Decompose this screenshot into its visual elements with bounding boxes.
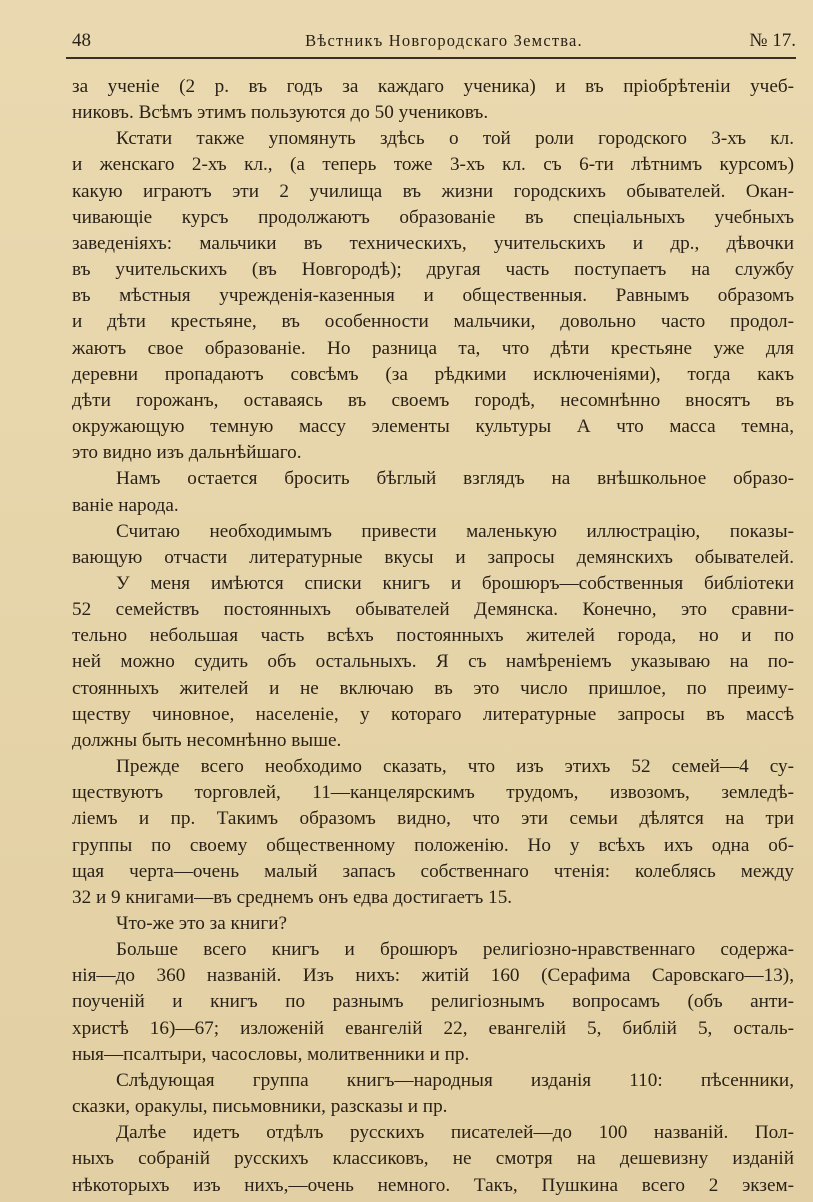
text-line: деревни пропадаютъ совсѣмъ (за рѣдкими исключеніями), тогда какъ: [72, 363, 794, 385]
text-line: Прежде всего необходимо сказать, что изъ этихъ 52 семей—4 су-: [116, 756, 794, 778]
text-line: чивающіе курсъ продолжаютъ образованіе въ спеціальныхъ учебныхъ: [72, 206, 794, 228]
text-line: Больше всего книгъ и брошюръ религіозно-нравственнаго содержа-: [116, 939, 794, 961]
header-rule: [66, 57, 796, 59]
text-line: въ мѣстныя учрежденія-казенныя и общественныя. Равнымъ образомъ: [72, 285, 794, 307]
text-line: ней можно судить объ остальныхъ. Я съ намѣреніемъ указываю на по-: [72, 651, 794, 673]
text-line: 52 семействъ постоянныхъ обывателей Демянска. Конечно, это сравни-: [72, 599, 794, 621]
text-line: должны быть несомнѣнно выше.: [72, 729, 342, 751]
text-line: Что-же это за книги?: [116, 913, 288, 934]
text-line: это видно изъ дальнѣйшаго.: [72, 442, 302, 464]
text-line: за ученіе (2 р. въ годъ за каждаго ученика) и въ пріобрѣтеніи учеб-: [72, 76, 794, 97]
text-line: нія—до 360 названій. Изъ нихъ: житій 160 (Серафима Саровскаго—13),: [72, 965, 794, 987]
text-line: окружающую темную массу элементы культуры А что масса темна,: [72, 416, 794, 438]
text-line: стоянныхъ жителей и не включаю въ это число пришлое, по преиму-: [72, 677, 794, 699]
text-line: ныя—псалтыри, часословы, молитвенники и пр.: [72, 1043, 470, 1065]
running-header: [72, 26, 796, 56]
text-line: 32 и 9 книгами—въ среднемъ онъ едва достигаетъ 15.: [72, 886, 513, 908]
text-line: и дѣти крестьяне, въ особенности мальчики, довольно часто продол-: [72, 311, 794, 333]
text-line: какую играютъ эти 2 училища въ жизни городскихъ обывателей. Окан-: [72, 180, 794, 202]
body-text: [72, 74, 794, 1199]
text-line: Намъ остается бросить бѣглый взглядъ на внѣшкольное образо-: [116, 468, 794, 490]
text-line: вающую отчасти литературные вкусы и запросы демянскихъ обывателей.: [72, 546, 794, 568]
text-line: Далѣе идетъ отдѣлъ русскихъ писателей—до 100 названій. Пол-: [116, 1122, 794, 1144]
text-line: ліемъ и пр. Такимъ образомъ видно, что эти семьи дѣлятся на три: [72, 808, 794, 830]
text-line: поученій и книгъ по разнымъ религіознымъ вопросамъ (объ анти-: [72, 991, 794, 1013]
text-line: нѣкоторыхъ изъ нихъ,—очень немного. Такъ, Пушкина всего 2 экзем-: [72, 1174, 794, 1196]
text-line: заведеніяхъ: мальчики въ техническихъ, учительскихъ и др., дѣвочки: [72, 232, 794, 254]
text-line: ществу чиновное, населеніе, у котораго литературные запросы въ массѣ: [72, 703, 794, 725]
text-line: ваніе народа.: [72, 494, 179, 516]
text-line: сказки, оракулы, письмовники, разсказы и пр.: [72, 1096, 448, 1118]
text-line: Кстати также упомянуть здѣсь о той роли городского 3-хъ кл.: [116, 128, 794, 150]
issue-number: № 17.: [749, 30, 796, 51]
text-line: У меня имѣются списки книгъ и брошюръ—собственныя библіотеки: [116, 572, 794, 594]
text-line: христѣ 16)—67; изложеній евангелій 22, евангелій 5, библій 5, осталь-: [72, 1017, 794, 1039]
text-line: щая черта—очень малый запасъ собственнаго чтенія: колеблясь между: [72, 860, 794, 882]
text-line: ныхъ собраній русскихъ классиковъ, не смотря на дешевизну изданій: [72, 1148, 794, 1170]
text-line: Слѣдующая группа книгъ—народныя изданія 110: пѣсенники,: [116, 1069, 794, 1091]
text-line: группы по своему общественному положенію. Но у всѣхъ ихъ одна об-: [72, 834, 794, 856]
journal-title: Вѣстникъ Новгородскаго Земства.: [305, 31, 583, 50]
text-line: въ учительскихъ (въ Новгородѣ); другая часть поступаетъ на службу: [72, 259, 794, 281]
text-line: дѣти горожанъ, оставаясь въ своемъ городѣ, несомнѣнно вносятъ въ: [72, 389, 794, 411]
text-line: жаютъ свое образованіе. Но разница та, что дѣти крестьяне уже для: [72, 337, 794, 359]
text-line: ществуютъ торговлей, 11—канцелярскимъ трудомъ, извозомъ, земледѣ-: [72, 782, 794, 804]
page-number: 48: [72, 30, 91, 51]
text-line: тельно небольшая часть всѣхъ постоянныхъ жителей города, но и по: [72, 625, 794, 647]
text-line: Считаю необходимымъ привести маленькую иллюстрацію, показы-: [116, 520, 794, 542]
text-line: и женскаго 2-хъ кл., (а теперь тоже 3-хъ кл. съ 6-ти лѣтнимъ курсомъ): [72, 154, 794, 176]
text-line: никовъ. Всѣмъ этимъ пользуются до 50 учениковъ.: [72, 102, 489, 124]
